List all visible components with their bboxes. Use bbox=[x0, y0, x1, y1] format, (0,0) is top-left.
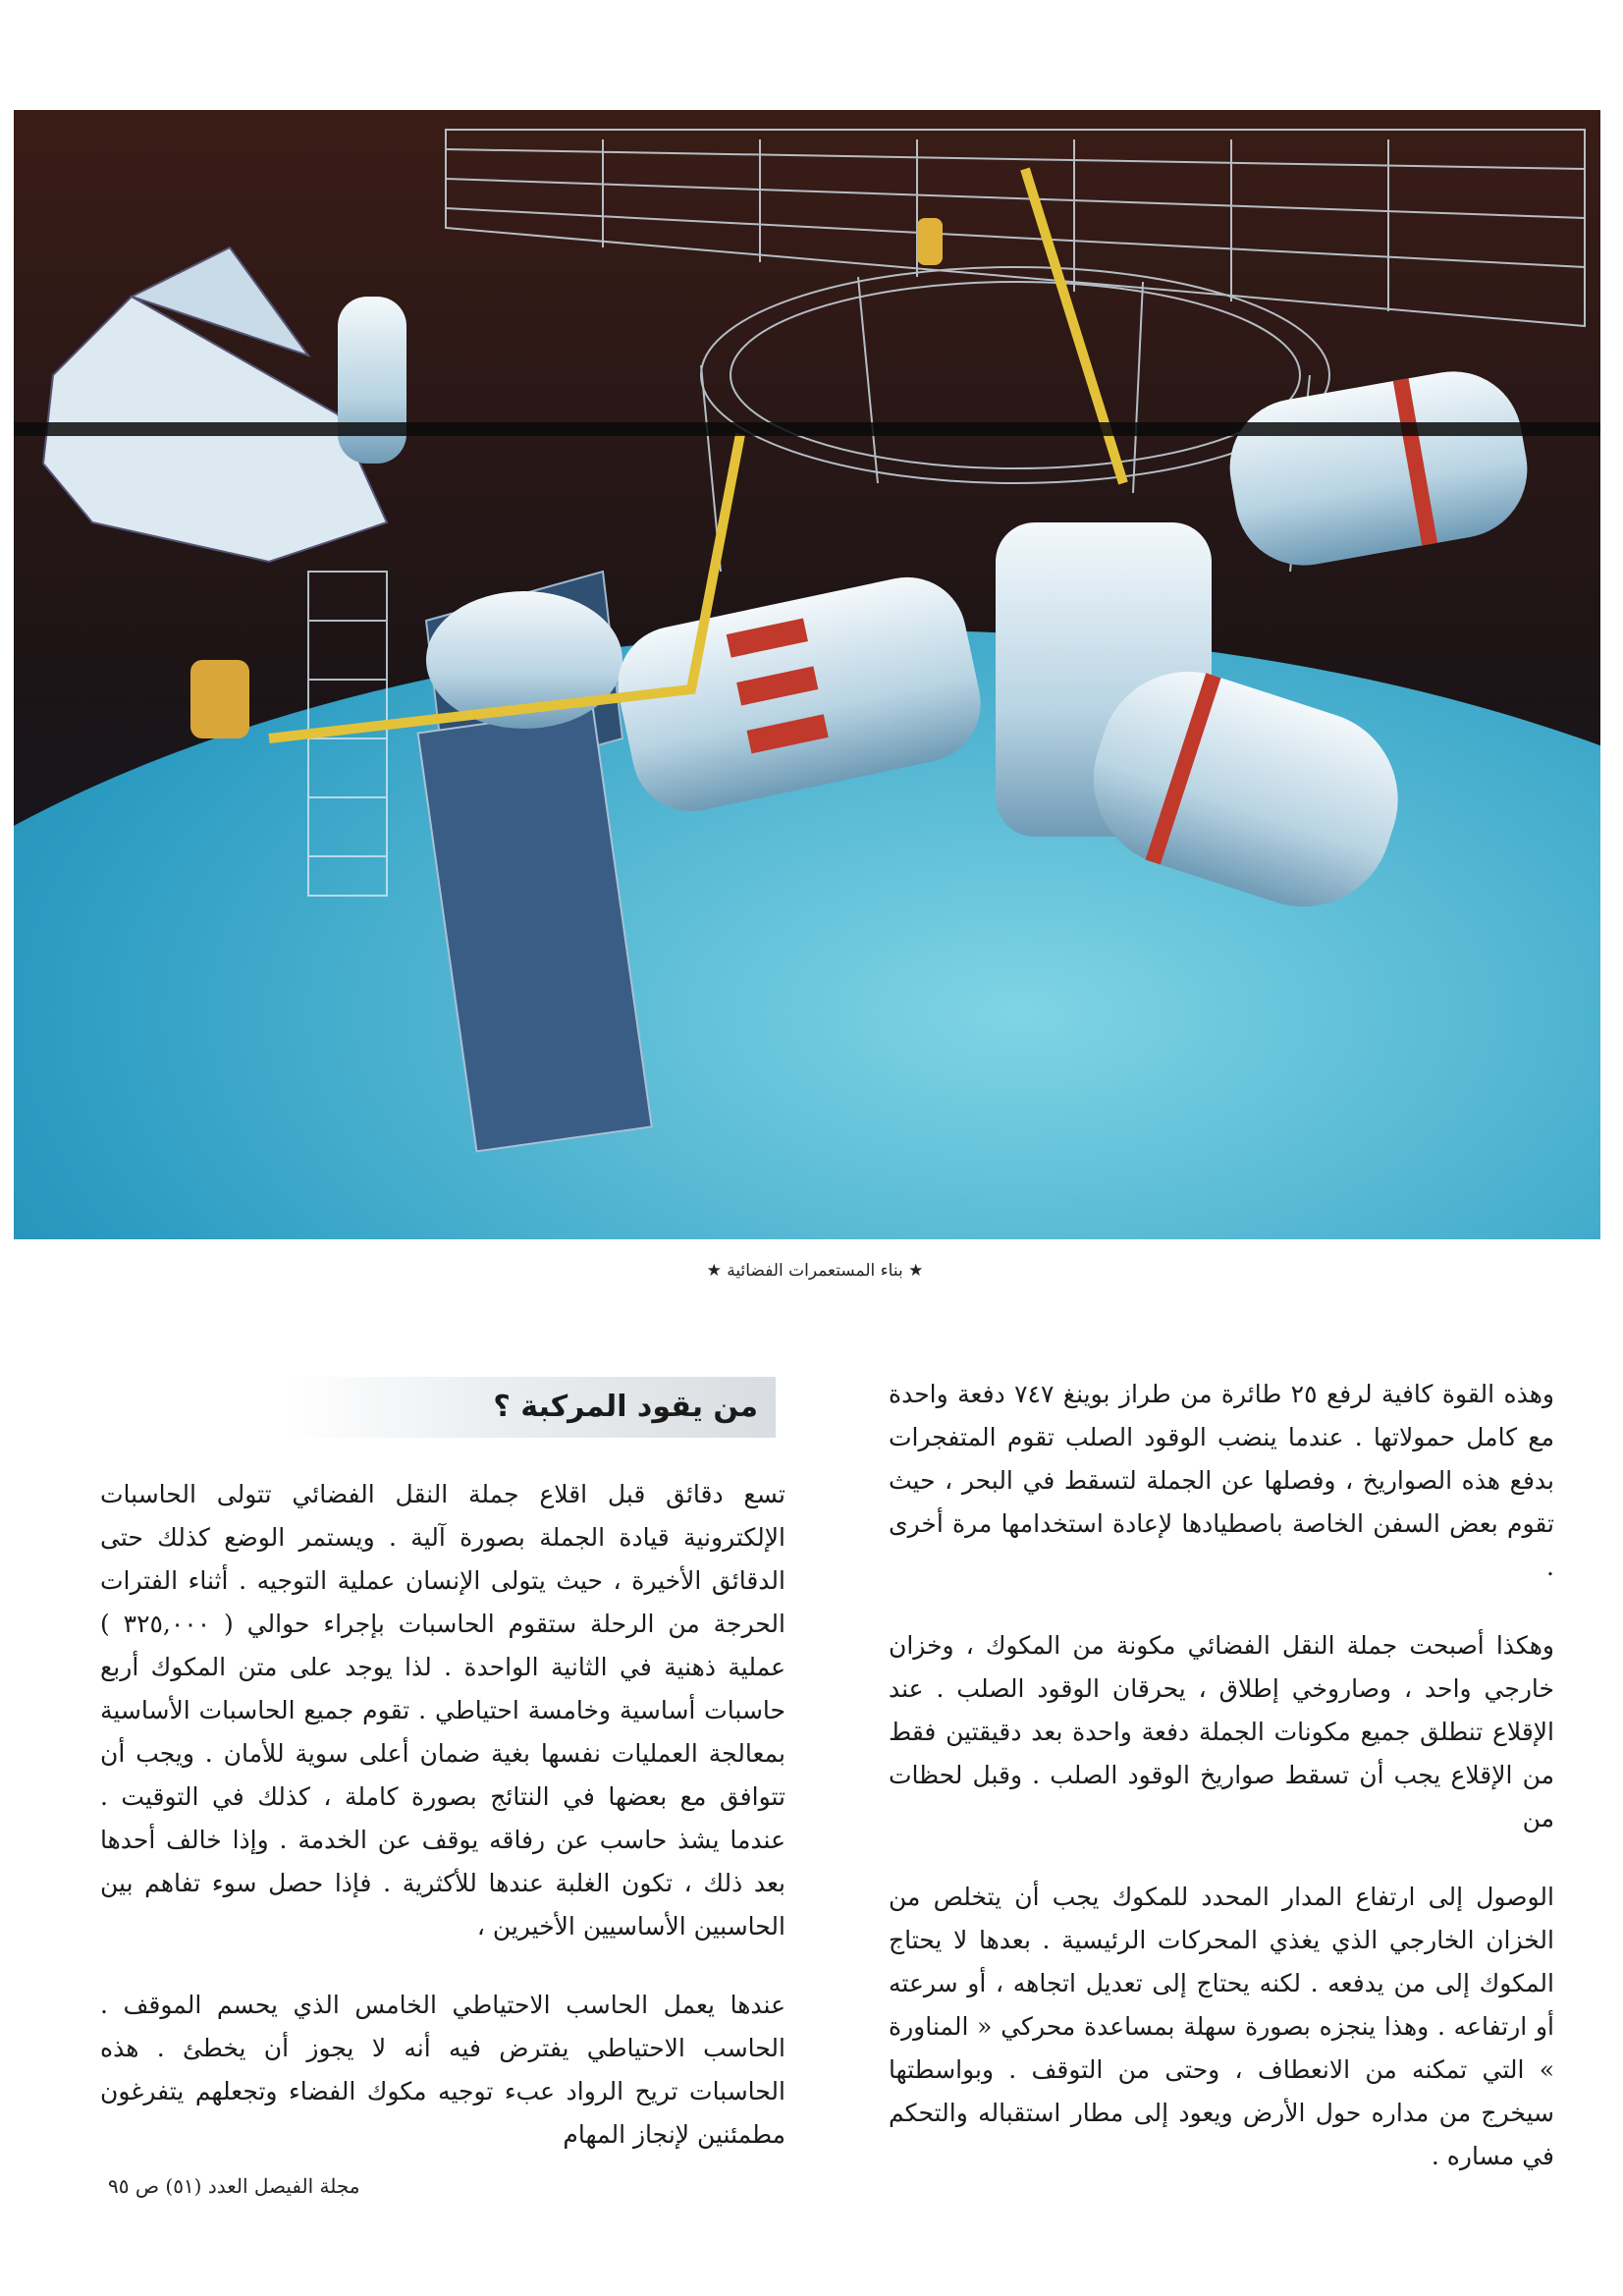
figure-caption: ★ بناء المستعمرات الفضائية ★ bbox=[706, 1261, 924, 1281]
paragraph: تسع دقائق قبل اقلاع جملة النقل الفضائي تتولى الحاسبات الإلكترونية قيادة الجملة بصورة آلية . ويستمر الوضع كذلك حتى الدقائق الأخيرة ، حيث يتولى الإنسان عملية التوجيه . أثناء الفترات الحرجة من الرحلة ستقوم الحاسبات بإجراء حوالي ( ٣٢٥,٠٠٠ ) عملية ذهنية في الثانية الواحدة . لذا يوجد على متن المكوك أربع حاسبات أساسية وخامسة احتياطي . تقوم جميع الحاسبات الأساسية بمعالجة العمليات نفسها بغية ضمان أعلى سوية للأمان . ويجب أن تتوافق مع بعضها في النتائج بصورة كاملة ، كذلك في التوقيت . عندما يشذ حاسب عن رفاقه يوقف عن الخدمة . وإذا خالف أحدها بعد ذلك ، تكون الغلبة عندها للأكثرية . فإذا حصل سوء تفاهم بين الحاسبين الأساسيين الأخيرين ، bbox=[100, 1480, 785, 1941]
paragraph: عندها يعمل الحاسب الاحتياطي الخامس الذي يحسم الموقف . الحاسب الاحتياطي يفترض فيه أنه لا يجوز أن يخطئ . هذه الحاسبات تريح الرواد عبء توجيه مكوك الفضاء وتجعلهم يتفرغون مطمئنين لإنجاز المهام bbox=[100, 1991, 785, 2149]
section-heading: من يقود المركبة ؟ bbox=[285, 1377, 776, 1438]
page-footer: مجلة الفيصل العدد (٥١) ص ٩٥ bbox=[108, 2174, 360, 2198]
right-column bbox=[889, 1373, 1554, 2214]
left-column bbox=[100, 1473, 785, 2192]
space-station-icon bbox=[14, 110, 1600, 1239]
paragraph: وهذه القوة كافية لرفع ٢٥ طائرة من طراز بوينغ ٧٤٧ دفعة واحدة مع كامل حمولاتها . عندما ينضب الوقود الصلب تقوم المتفجرات بدفع هذه الصواريخ ، وفصلها عن الجملة لتسقط في البحر ، حيث تقوم بعض السفن الخاصة باصطيادها لإعادة استخدامها مرة أخرى . bbox=[889, 1380, 1554, 1581]
paragraph: الوصول إلى ارتفاع المدار المحدد للمكوك يجب أن يتخلص من الخزان الخارجي الذي يغذي المحركات الرئيسية . بعدها لا يحتاج المكوك إلى من يدفعه . لكنه يحتاج إلى تعديل اتجاهه ، أو سرعته أو ارتفاعه . وهذا ينجزه بصورة سهلة بمساعدة محركي « المناورة » التي تمكنه من الانعطاف ، وحتى من التوقف . وبواسطتها سيخرج من مداره حول الأرض ويعود إلى مطار استقباله والتحكم في مساره . bbox=[889, 1883, 1554, 2170]
space-station-illustration bbox=[14, 110, 1600, 1239]
paragraph: وهكذا أصبحت جملة النقل الفضائي مكونة من المكوك ، وخزان خارجي واحد ، وصاروخي إطلاق ، يحرقان الوقود الصلب . عند الإقلاع تنطلق جميع مكونات الجملة دفعة واحدة بعد دقيقتين فقط من الإقلاع يجب أن تسقط صواريخ الوقود الصلب . وقبل لحظات من bbox=[889, 1631, 1554, 1832]
